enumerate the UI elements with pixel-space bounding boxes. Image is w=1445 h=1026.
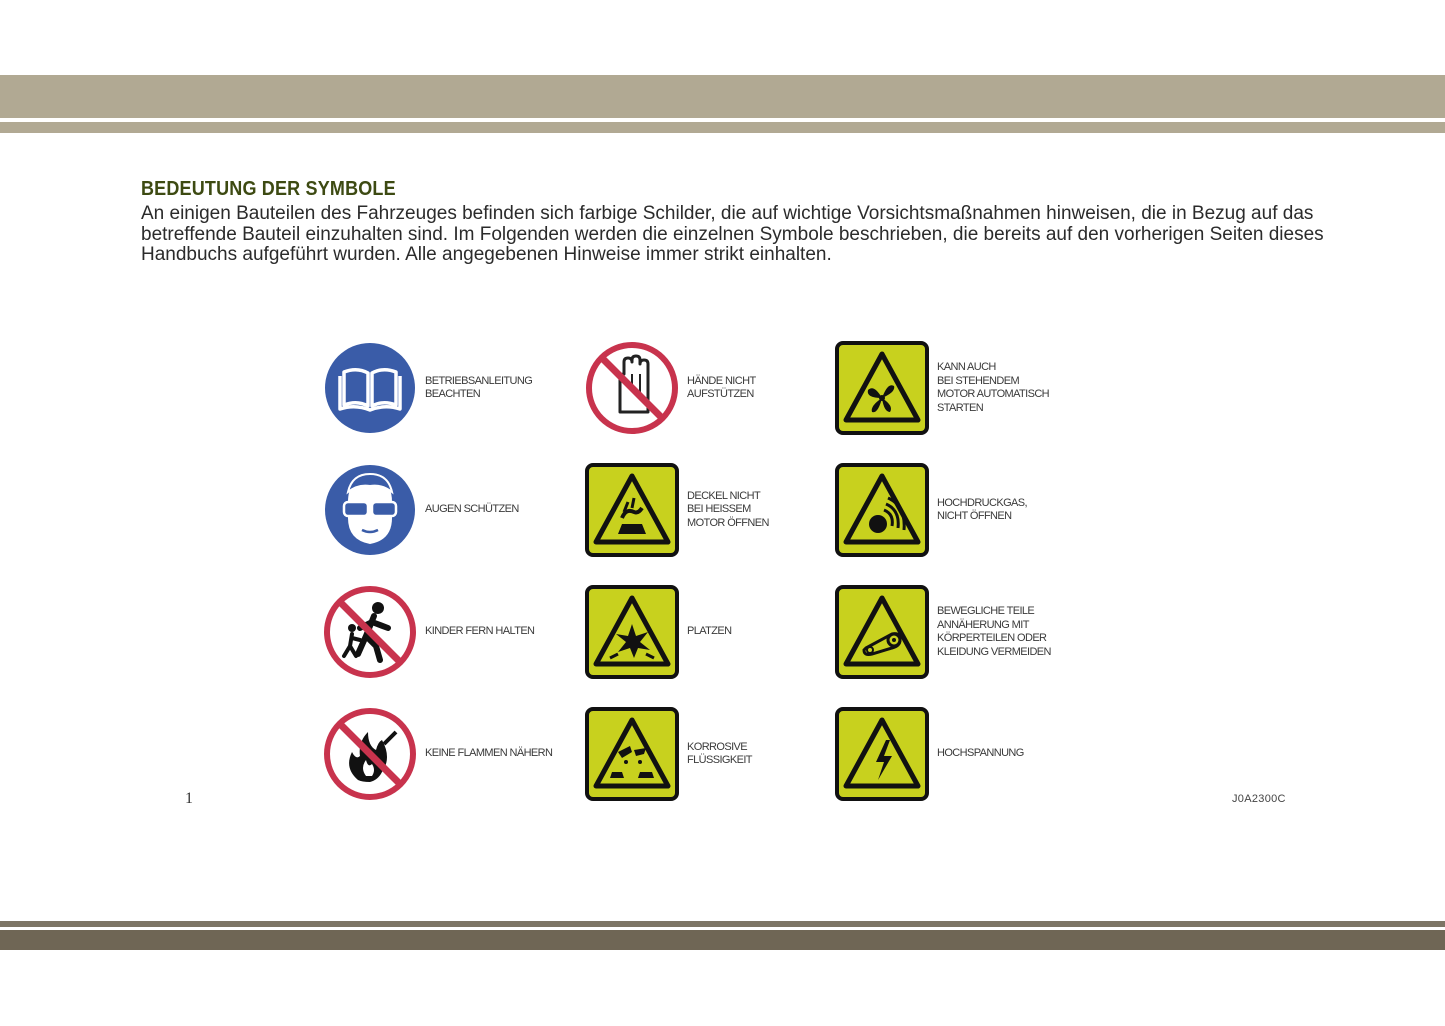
symbol-label: AUGEN SCHÜTZEN bbox=[425, 503, 519, 516]
explosion-icon bbox=[584, 584, 680, 680]
fan-icon bbox=[834, 340, 930, 436]
figure-code: J0A2300C bbox=[1232, 793, 1286, 805]
symbol-label: HOCHDRUCKGAS, NICHT ÖFFNEN bbox=[937, 496, 1027, 522]
symbol-label: KANN AUCH BEI STEHENDEM MOTOR AUTOMATISCH STARTEN bbox=[937, 361, 1050, 414]
symbol-label: BETRIEBSANLEITUNG BEACHTEN bbox=[425, 374, 533, 400]
symbol-no-hands bbox=[584, 336, 834, 436]
symbol-label: PLATZEN bbox=[687, 625, 732, 638]
high-voltage-icon bbox=[834, 706, 930, 802]
symbol-goggles bbox=[322, 458, 572, 558]
symbol-no-children bbox=[322, 580, 572, 680]
symbol-label: KORROSIVE FLÜSSIGKEIT bbox=[687, 740, 752, 766]
symbol-hot-fluid bbox=[584, 458, 834, 558]
no-children-icon bbox=[322, 584, 418, 680]
footer-stripe bbox=[0, 921, 1445, 927]
symbols-figure bbox=[318, 328, 1098, 806]
symbol-corrosive bbox=[584, 702, 834, 802]
symbol-label: BEWEGLICHE TEILE ANNÄHERUNG MIT KÖRPERTEILEN ODER KLEIDUNG VERMEIDEN bbox=[937, 605, 1051, 658]
symbol-high-voltage bbox=[834, 702, 1084, 802]
symbol-pressure bbox=[834, 458, 1084, 558]
footer-band bbox=[0, 930, 1445, 950]
intro-paragraph: An einigen Bauteilen des Fahrzeuges befinden sich farbige Schilder, die auf wichtige Vorsichtsmaßnahmen hinweisen, die in Bezug auf das betreffende Bauteil einzuhalten sind. Im Folgenden werden die einzelnen Symbole beschrieben, die bereits auf den vorherigen Seiten dieses Handbuchs aufgeführt wurden. Alle angegebenen Hinweise immer strikt einhalten. bbox=[141, 203, 1324, 265]
page-number: 1 bbox=[185, 790, 193, 807]
symbol-belt bbox=[834, 580, 1084, 680]
symbol-fan bbox=[834, 336, 1084, 436]
pressure-icon bbox=[834, 462, 930, 558]
symbol-label: KINDER FERN HALTEN bbox=[425, 625, 535, 638]
no-hands-icon bbox=[584, 340, 680, 436]
symbol-explosion bbox=[584, 580, 834, 680]
hot-fluid-icon bbox=[584, 462, 680, 558]
symbol-label: HOCHSPANNUNG bbox=[937, 747, 1024, 760]
symbol-manual bbox=[322, 336, 572, 436]
belt-icon bbox=[834, 584, 930, 680]
header-stripe bbox=[0, 122, 1445, 133]
symbol-label: HÄNDE NICHT AUFSTÜTZEN bbox=[687, 374, 756, 400]
section-title: BEDEUTUNG DER SYMBOLE bbox=[141, 178, 396, 200]
header-band bbox=[0, 75, 1445, 118]
goggles-icon bbox=[322, 462, 418, 558]
symbol-label: KEINE FLAMMEN NÄHERN bbox=[425, 747, 553, 760]
symbol-label: DECKEL NICHT BEI HEISSEM MOTOR ÖFFNEN bbox=[687, 489, 769, 529]
manual-icon bbox=[322, 340, 418, 436]
corrosive-icon bbox=[584, 706, 680, 802]
symbol-no-flames bbox=[322, 702, 572, 802]
no-flames-icon bbox=[322, 706, 418, 802]
